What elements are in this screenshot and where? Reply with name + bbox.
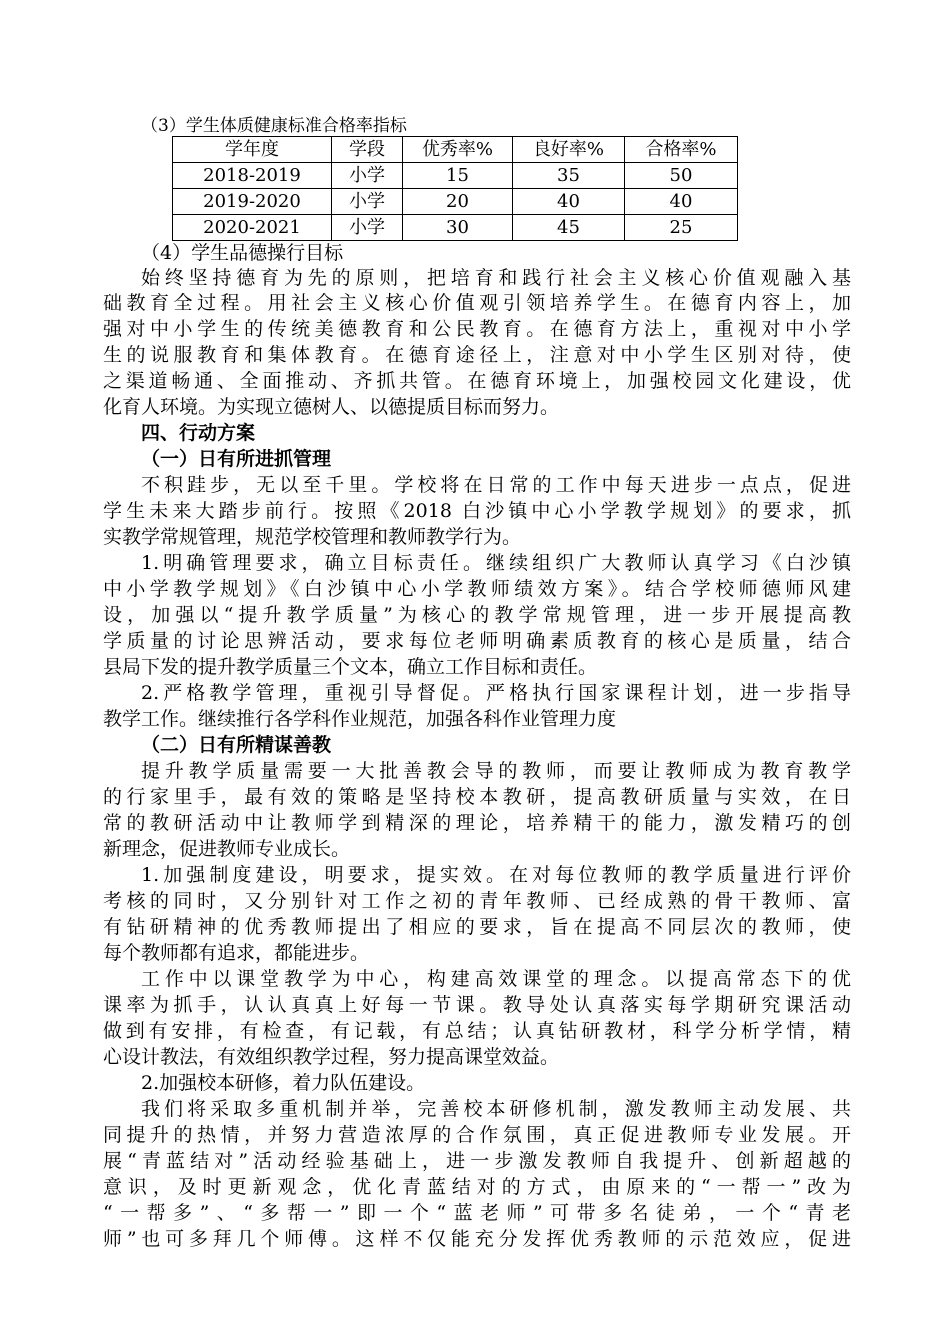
table-row	[173, 189, 738, 215]
paragraph-line: 我们将采取多重机制并举，完善校本研修机制，激发教师主动发展、共	[141, 1098, 851, 1120]
paragraph-line: “一帮多”、“多帮一”即一个“蓝老师”可带多名徒弟，一个“青老	[103, 1202, 851, 1224]
paragraph-line: 心设计教法，有效组织教学过程，努力提高课堂效益。	[103, 1046, 560, 1068]
paragraph-line: 之渠道畅通、全面推动、齐抓共管。在德育环境上，加强校园文化建设，优	[103, 370, 851, 392]
table-cell: 2019-2020	[173, 189, 332, 215]
paragraph-line: 础教育全过程。用社会主义核心价值观引领培养学生。在德育内容上，加	[103, 292, 851, 314]
paragraph-line: 的行家里手，最有效的策略是坚持校本教研，提高教研质量与实效，在日	[103, 786, 851, 808]
paragraph-line: 学质量的讨论思辨活动，要求每位老师明确素质教育的核心是质量，结合	[103, 630, 851, 652]
table-header-cell: 优秀率%	[403, 137, 513, 163]
section-caption: （3）学生体质健康标准合格率指标	[141, 116, 407, 136]
paragraph-line: 2.严格教学管理，重视引导督促。严格执行国家课程计划，进一步指导	[141, 682, 851, 704]
table-cell: 小学	[332, 189, 403, 215]
paragraph-line: 1.明确管理要求，确立目标责任。继续组织广大教师认真学习《白沙镇	[141, 552, 851, 574]
paragraph-line: 始终坚持德育为先的原则，把培育和践行社会主义核心价值观融入基	[141, 267, 851, 289]
paragraph-line: 常的教研活动中让教师学到精深的理论，培养精干的能力，激发精巧的创	[103, 812, 851, 834]
table-header-cell: 良好率%	[513, 137, 625, 163]
paragraph-line: 生的说服教育和集体教育。在德育途径上，注意对中小学生区别对待，使	[103, 344, 851, 366]
fitness-standard-table	[172, 136, 738, 241]
table-cell: 小学	[332, 163, 403, 189]
table-cell: 25	[625, 215, 738, 241]
paragraph-line: 2.加强校本研修，着力队伍建设。	[141, 1072, 426, 1094]
table-cell: 2020-2021	[173, 215, 332, 241]
table-header-row	[173, 137, 738, 163]
table-row	[173, 163, 738, 189]
paragraph-line: 强对中小学生的传统美德教育和公民教育。在德育方法上，重视对中小学	[103, 318, 851, 340]
table-cell: 35	[513, 163, 625, 189]
table-header-cell: 学年度	[173, 137, 332, 163]
table-cell: 2018-2019	[173, 163, 332, 189]
table-cell: 45	[513, 215, 625, 241]
subsection-heading: （二）日有所精谋善教	[141, 734, 332, 756]
paragraph-line: 学生未来大踏步前行。按照《2018 白沙镇中心小学教学规划》的要求，抓	[103, 500, 851, 522]
paragraph-line: 做到有安排，有检查，有记载，有总结；认真钻研教材，科学分析学情，精	[103, 1020, 851, 1042]
paragraph-line: 设，加强以“提升教学质量”为核心的教学常规管理，进一步开展提高教	[103, 604, 851, 626]
table-cell: 15	[403, 163, 513, 189]
paragraph-line: 新理念，促进教师专业成长。	[103, 838, 351, 860]
paragraph-line: 考核的同时，又分别针对工作之初的青年教师、已经成熟的骨干教师、富	[103, 890, 851, 912]
paragraph-line: 展“青蓝结对”活动经验基础上，进一步激发教师自我提升、创新超越的	[103, 1150, 851, 1172]
paragraph-line: 不积跬步，无以至千里。学校将在日常的工作中每天进步一点点，促进	[141, 474, 851, 496]
paragraph-line: 教学工作。继续推行各学科作业规范，加强各科作业管理力度	[103, 708, 617, 730]
table-row	[173, 215, 738, 241]
table-header-cell: 学段	[332, 137, 403, 163]
paragraph-line: 课率为抓手，认认真真上好每一节课。教导处认真落实每学期研究课活动	[103, 994, 851, 1016]
table-cell: 30	[403, 215, 513, 241]
paragraph-line: 化育人环境。为实现立德树人、以德提质目标而努力。	[103, 396, 560, 418]
table-cell: 40	[513, 189, 625, 215]
paragraph-line: 每个教师都有追求，都能进步。	[103, 942, 370, 964]
paragraph-line: 同提升的热情，并努力营造浓厚的合作氛围，真正促进教师专业发展。开	[103, 1124, 851, 1146]
paragraph-line: 工作中以课堂教学为中心，构建高效课堂的理念。以提高常态下的优	[141, 968, 851, 990]
table-cell: 小学	[332, 215, 403, 241]
table-cell: 20	[403, 189, 513, 215]
table-cell: 50	[625, 163, 738, 189]
paragraph-line: 提升教学质量需要一大批善教会导的教师，而要让教师成为教育教学	[141, 760, 851, 782]
paragraph-line: 县局下发的提升教学质量三个文本，确立工作目标和责任。	[103, 656, 598, 678]
section-heading: 四、行动方案	[141, 422, 256, 444]
table-cell: 40	[625, 189, 738, 215]
paragraph-line: 1.加强制度建设，明要求，提实效。在对每位教师的教学质量进行评价	[141, 864, 851, 886]
paragraph-line: 意识，及时更新观念，优化青蓝结对的方式，由原来的“一帮一”改为	[103, 1176, 851, 1198]
section-title: （4）学生品德操行目标	[141, 242, 344, 264]
paragraph-line: 中小学教学规划》《白沙镇中心小学教师绩效方案》。结合学校师德师风建	[103, 578, 851, 600]
paragraph-line: 有钻研精神的优秀教师提出了相应的要求，旨在提高不同层次的教师，使	[103, 916, 851, 938]
subsection-heading: （一）日有所进抓管理	[141, 448, 332, 470]
paragraph-line: 实教学常规管理，规范学校管理和教师教学行为。	[103, 526, 522, 548]
table-header-cell: 合格率%	[625, 137, 738, 163]
paragraph-line: 师”也可多拜几个师傅。这样不仅能充分发挥优秀教师的示范效应，促进	[103, 1228, 851, 1250]
